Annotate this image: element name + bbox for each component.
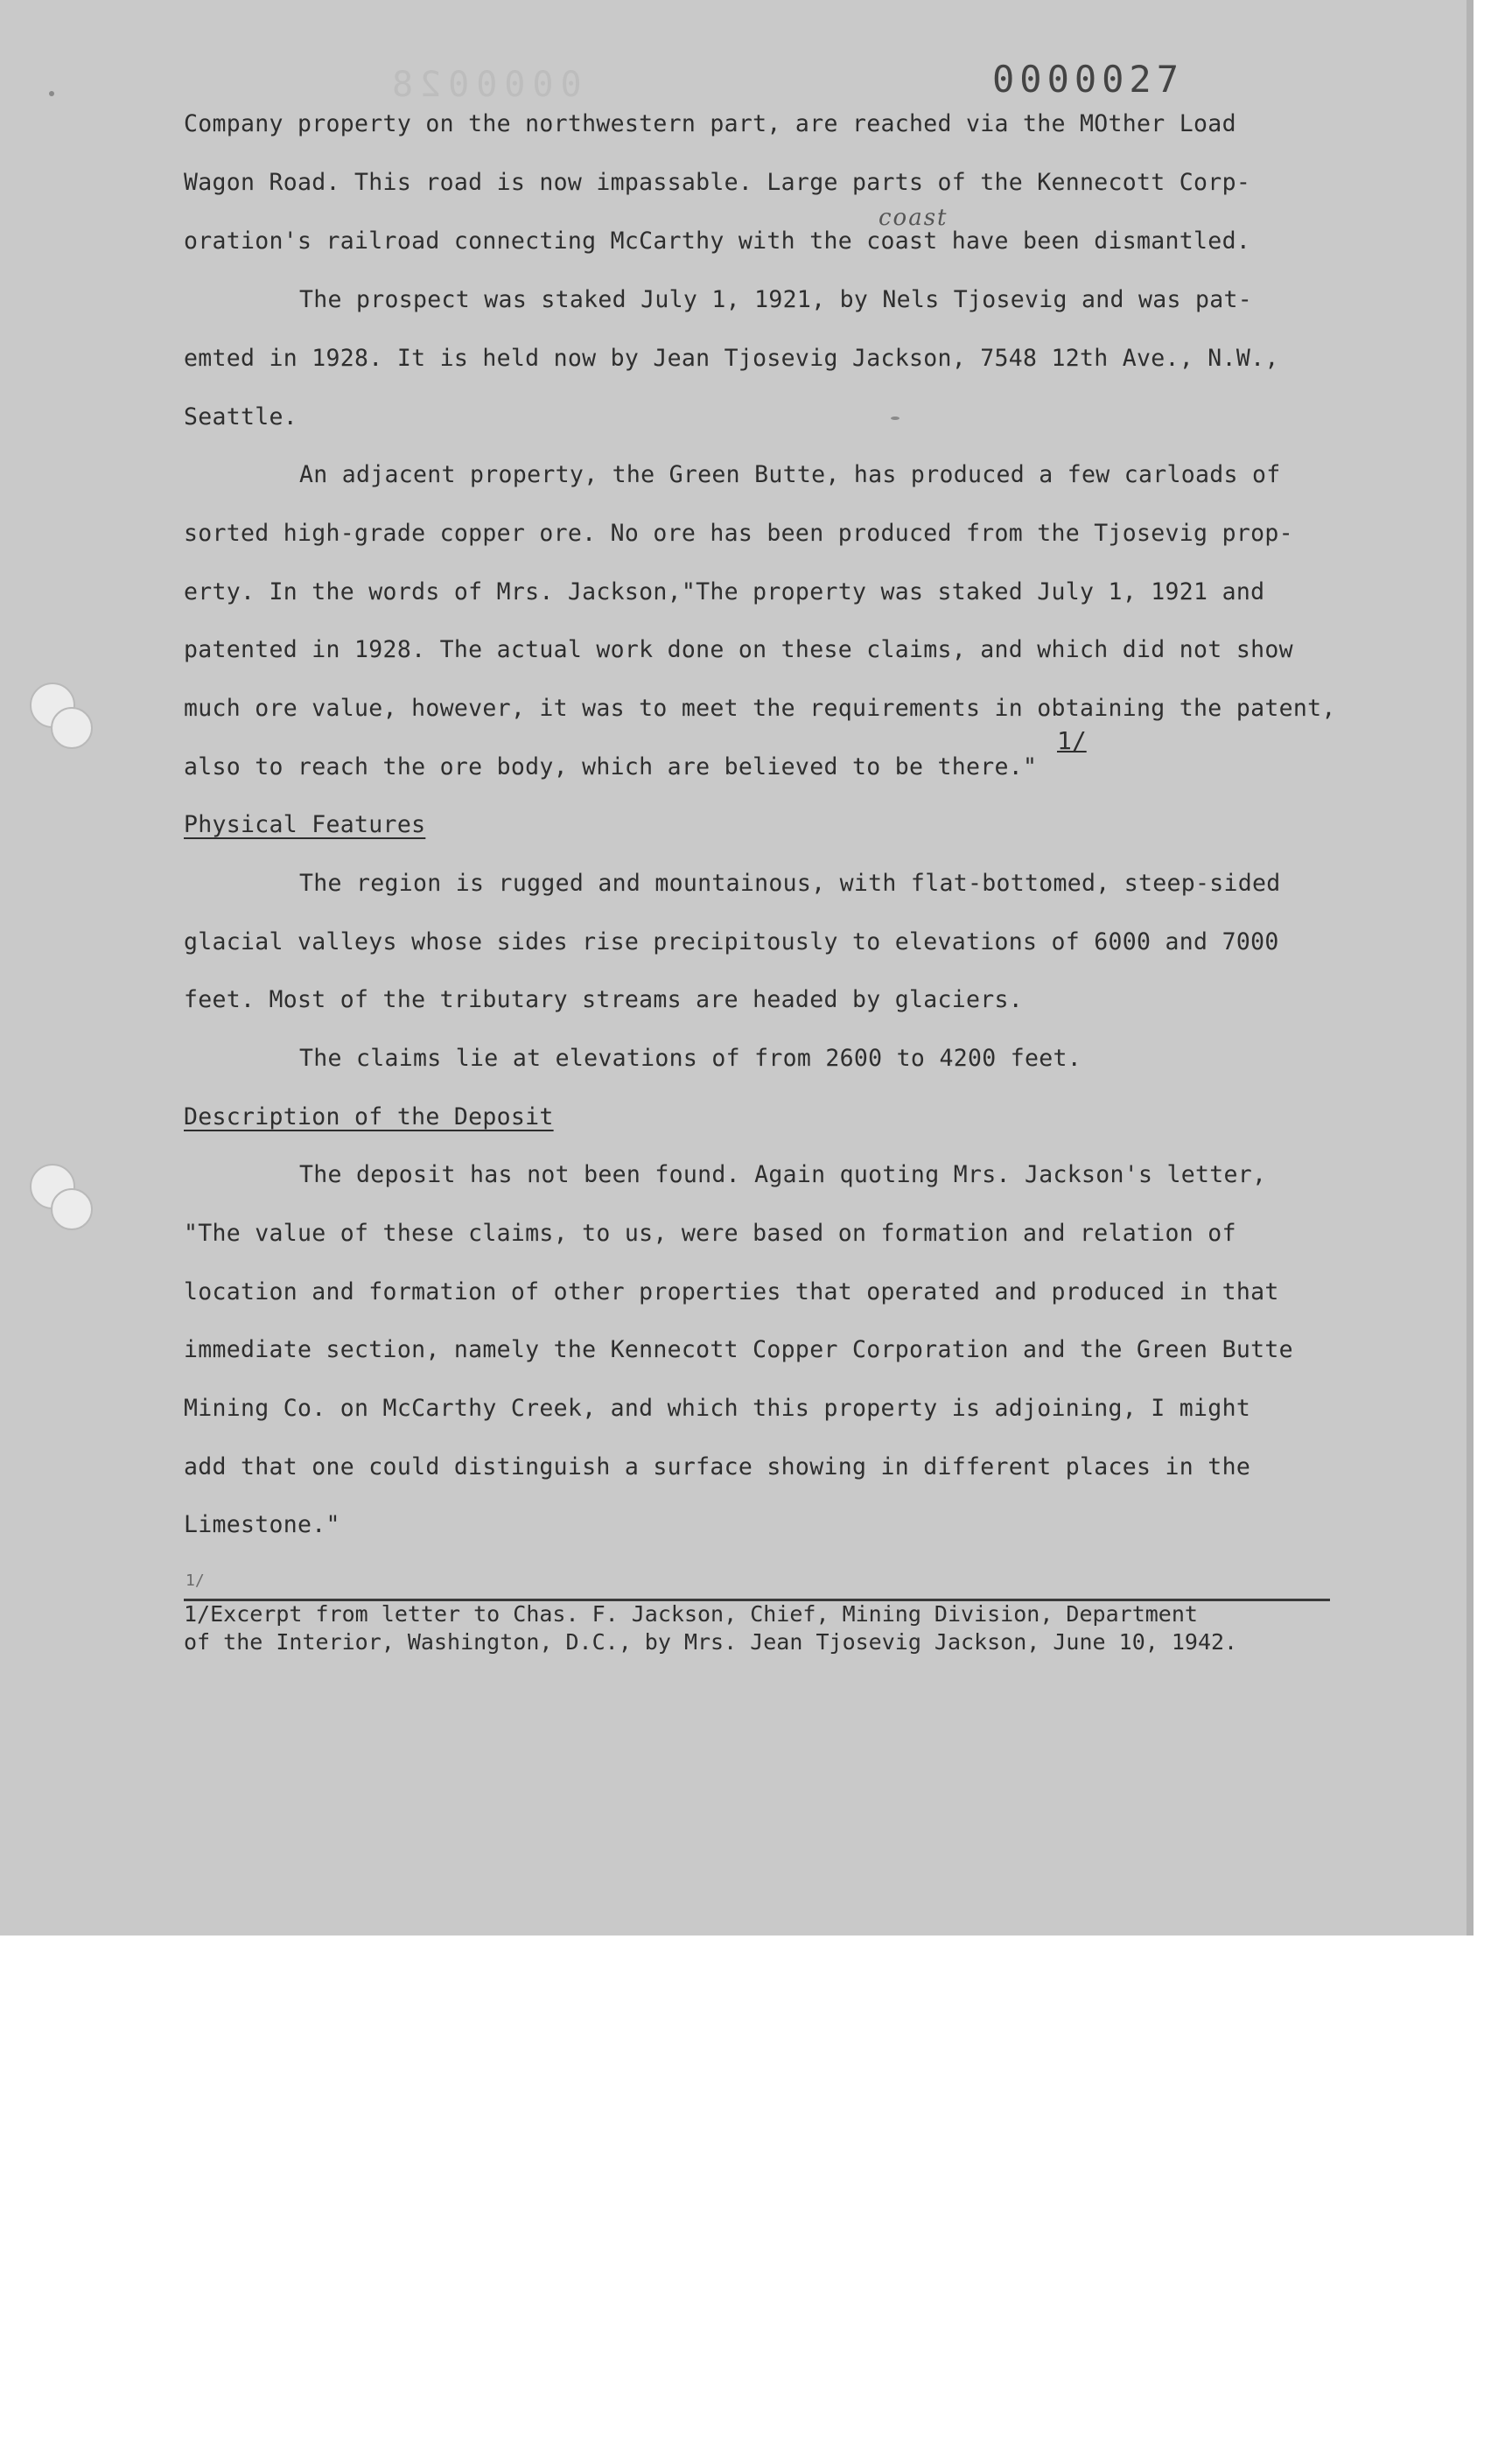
body-line: erty. In the words of Mrs. Jackson,"The property was staked July 1, 1921 and (184, 578, 1265, 606)
bleed-through-page-number: 0000028 (385, 65, 582, 105)
body-line: Company property on the northwestern part, are reached via the MOther Load (184, 110, 1236, 137)
body-line: oration's railroad connecting McCarthy with the coast have been dismantled. (184, 228, 1251, 255)
body-line: Seattle. (184, 403, 298, 430)
body-line: Limestone." (184, 1511, 340, 1538)
body-line: glacial valleys whose sides rise precipitously to elevations of 6000 and 7000 (184, 928, 1279, 956)
handwritten-correction: coast (878, 205, 948, 231)
body-line: "The value of these claims, to us, were based on formation and relation of (184, 1220, 1236, 1247)
speck (891, 416, 900, 420)
section-heading: Description of the Deposit (184, 1103, 554, 1130)
body-line: patented in 1928. The actual work done on these claims, and which did not show (184, 636, 1293, 663)
body-line: An adjacent property, the Green Butte, has produced a few carloads of (299, 461, 1281, 488)
punch-hole (51, 1188, 93, 1230)
body-line: also to reach the ore body, which are believed to be there." (184, 753, 1038, 780)
footnote-line: of the Interior, Washington, D.C., by Mrs. Jean Tjosevig Jackson, June 10, 1942. (184, 1629, 1238, 1655)
punch-hole (51, 707, 93, 749)
body-line: Wagon Road. This road is now impassable. Large parts of the Kennecott Corp- (184, 169, 1251, 196)
body-line: sorted high-grade copper ore. No ore has been produced from the Tjosevig prop- (184, 520, 1293, 547)
page-number: 0000027 (992, 58, 1185, 101)
body-line: feet. Most of the tributary streams are headed by glaciers. (184, 986, 1024, 1013)
body-line: The region is rugged and mountainous, with flat-bottomed, steep-sided (299, 870, 1281, 897)
speck (49, 91, 54, 96)
footnote-line: 1/Excerpt from letter to Chas. F. Jackson, Chief, Mining Division, Department (184, 1601, 1198, 1627)
body-line: Mining Co. on McCarthy Creek, and which this property is adjoining, I might (184, 1395, 1251, 1422)
body-line: much ore value, however, it was to meet the requirements in obtaining the patent, (184, 695, 1336, 722)
body-line: The claims lie at elevations of from 2600 to 4200 feet. (299, 1045, 1082, 1072)
body-line: add that one could distinguish a surface showing in different places in the (184, 1453, 1251, 1480)
section-heading: Physical Features (184, 811, 426, 838)
body-line: The deposit has not been found. Again quoting Mrs. Jackson's letter, (299, 1161, 1267, 1188)
body-line: The prospect was staked July 1, 1921, by Nels Tjosevig and was pat- (299, 286, 1253, 313)
body-line: location and formation of other properties that operated and produced in that (184, 1278, 1279, 1306)
footnote-reference: 1/ (1057, 726, 1087, 755)
body-line: immediate section, namely the Kennecott Copper Corporation and the Green Butte (184, 1336, 1293, 1363)
body-line: emted in 1928. It is held now by Jean Tjosevig Jackson, 7548 12th Ave., N.W., (184, 345, 1279, 372)
footnote-small-mark: 1/ (186, 1572, 205, 1590)
